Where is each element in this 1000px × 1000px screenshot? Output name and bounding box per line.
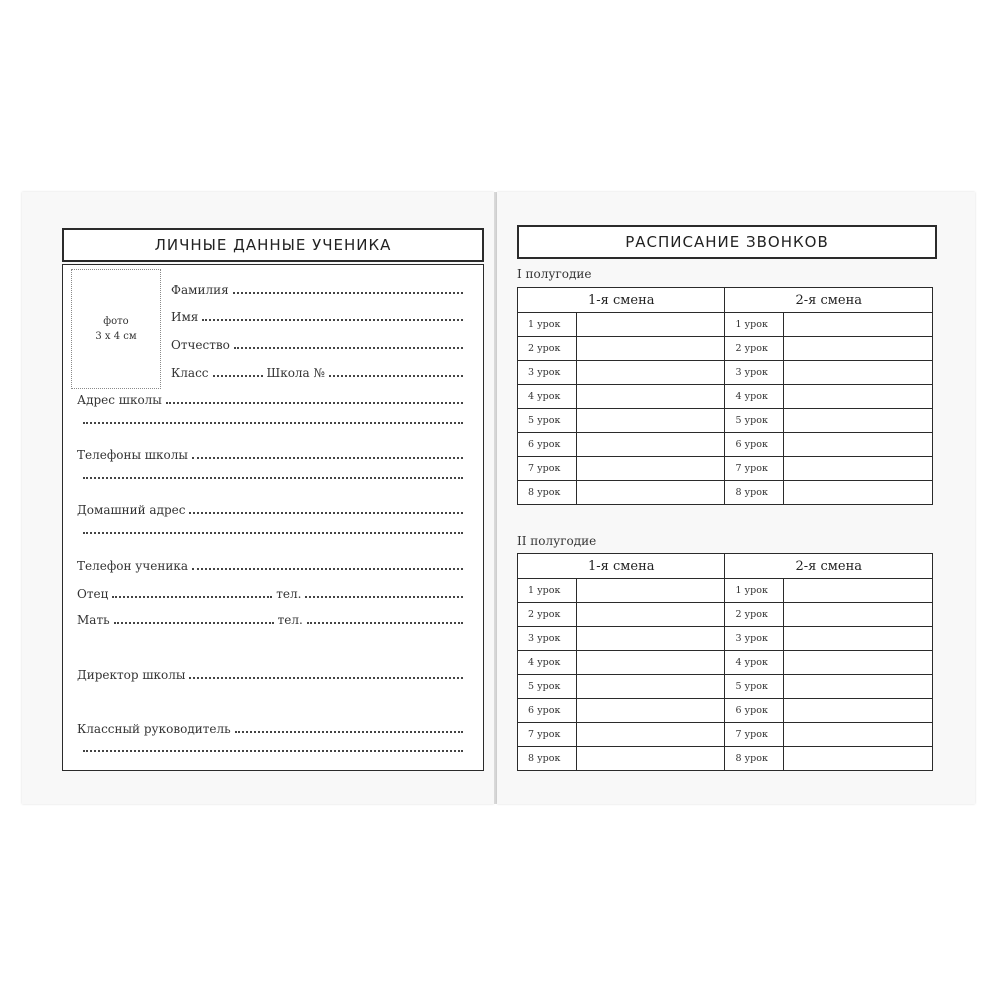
bell-time-cell[interactable] [576, 747, 725, 771]
personal-data-form [62, 264, 484, 771]
bell-time-cell[interactable] [576, 361, 725, 385]
field-label: Директор школы [77, 668, 186, 682]
lesson-label: 6 урок [725, 699, 784, 723]
school-phones-field[interactable] [77, 448, 463, 462]
lesson-label: 6 урок [518, 433, 577, 457]
home-address-line-2[interactable] [77, 531, 463, 537]
fill-line [305, 595, 463, 598]
bell-time-cell[interactable] [576, 579, 725, 603]
fill-line [189, 511, 463, 514]
lesson-row [518, 385, 933, 409]
lesson-label: 2 урок [518, 337, 577, 361]
lesson-row [518, 361, 933, 385]
right-page [497, 192, 975, 804]
bell-time-cell[interactable] [576, 337, 725, 361]
lesson-row [518, 433, 933, 457]
fill-line [114, 621, 274, 624]
bell-time-cell[interactable] [784, 627, 933, 651]
field-label: Фамилия [171, 283, 229, 297]
lesson-label: 1 урок [518, 313, 577, 337]
bell-time-cell[interactable] [576, 385, 725, 409]
lesson-label: 5 урок [518, 409, 577, 433]
page-title: РАСПИСАНИЕ ЗВОНКОВ [517, 225, 937, 259]
class-teacher-field[interactable] [77, 722, 463, 736]
lesson-row [518, 481, 933, 505]
bell-time-cell[interactable] [576, 433, 725, 457]
fill-line [233, 291, 463, 294]
shift-header: 2-я смена [725, 288, 933, 313]
lesson-label: 3 урок [725, 361, 784, 385]
field-label: Отец [77, 587, 109, 601]
school-address-field[interactable] [77, 393, 463, 407]
patronymic-field[interactable] [171, 338, 463, 352]
bell-time-cell[interactable] [576, 723, 725, 747]
lesson-label: 5 урок [725, 409, 784, 433]
field-label: тел. [276, 587, 302, 601]
field-label: Домашний адрес [77, 503, 186, 517]
shift-header: 2-я смена [725, 554, 933, 579]
fill-line [112, 595, 272, 598]
bell-time-cell[interactable] [784, 579, 933, 603]
lesson-label: 5 урок [518, 675, 577, 699]
lesson-label: 1 урок [725, 579, 784, 603]
lesson-label: 4 урок [518, 651, 577, 675]
fill-line [192, 456, 463, 459]
field-label: Мать [77, 613, 110, 627]
lesson-label: 6 урок [518, 699, 577, 723]
bell-time-cell[interactable] [576, 313, 725, 337]
bell-time-cell[interactable] [576, 481, 725, 505]
bell-time-cell[interactable] [784, 699, 933, 723]
lesson-label: 4 урок [518, 385, 577, 409]
page-title: ЛИЧНЫЕ ДАННЫЕ УЧЕНИКА [62, 228, 484, 262]
lesson-row [518, 723, 933, 747]
lesson-label: 2 урок [725, 603, 784, 627]
lesson-row [518, 457, 933, 481]
lesson-label: 7 урок [725, 723, 784, 747]
principal-field[interactable] [77, 668, 463, 682]
lesson-row [518, 699, 933, 723]
mother-field[interactable] [77, 613, 463, 627]
field-label: Адрес школы [77, 393, 162, 407]
field-label: Телефоны школы [77, 448, 188, 462]
school-address-line-2[interactable] [77, 421, 463, 427]
lesson-label: 2 урок [725, 337, 784, 361]
lesson-label: 2 урок [518, 603, 577, 627]
class-teacher-line-2[interactable] [77, 749, 463, 755]
bell-time-cell[interactable] [784, 651, 933, 675]
lesson-label: 7 урок [518, 723, 577, 747]
bell-time-cell[interactable] [576, 699, 725, 723]
field-label: Телефон ученика [77, 559, 189, 573]
field-label: Школа № [266, 366, 325, 380]
field-label: Класс [171, 366, 209, 380]
lesson-row [518, 313, 933, 337]
bell-schedule-table [517, 287, 933, 505]
fill-line [83, 421, 463, 424]
photo-size-label: 3 х 4 см [95, 331, 137, 342]
bell-time-cell[interactable] [576, 651, 725, 675]
field-label: Имя [171, 310, 199, 324]
home-address-field[interactable] [77, 503, 463, 517]
fill-line [83, 531, 463, 534]
school-phones-line-2[interactable] [77, 476, 463, 482]
lesson-label: 7 урок [518, 457, 577, 481]
fill-line [235, 730, 463, 733]
lesson-label: 4 урок [725, 385, 784, 409]
lesson-row [518, 627, 933, 651]
fill-line [307, 621, 463, 624]
surname-field[interactable] [171, 283, 463, 297]
lesson-label: 8 урок [518, 747, 577, 771]
student-phone-field[interactable] [77, 559, 463, 573]
lesson-label: 4 урок [725, 651, 784, 675]
lesson-label: 8 урок [518, 481, 577, 505]
bell-time-cell[interactable] [784, 433, 933, 457]
bell-time-cell[interactable] [784, 409, 933, 433]
bell-time-cell[interactable] [784, 481, 933, 505]
fill-line [166, 401, 463, 404]
bell-time-cell[interactable] [784, 457, 933, 481]
lesson-label: 1 урок [725, 313, 784, 337]
lesson-label: 3 урок [518, 361, 577, 385]
fill-line [83, 749, 463, 752]
shift-header: 1-я смена [518, 554, 725, 579]
field-label: Классный руководитель [77, 722, 231, 736]
class-school-field[interactable] [171, 366, 463, 380]
bell-time-cell[interactable] [576, 627, 725, 651]
lesson-label: 1 урок [518, 579, 577, 603]
bell-time-cell[interactable] [784, 361, 933, 385]
lesson-row [518, 337, 933, 361]
term-label: I полугодие [517, 267, 592, 281]
lesson-row [518, 675, 933, 699]
bell-time-cell[interactable] [784, 313, 933, 337]
lesson-label: 3 урок [725, 627, 784, 651]
bell-time-cell[interactable] [576, 457, 725, 481]
photo-label: фото [103, 316, 129, 327]
bell-time-cell[interactable] [576, 675, 725, 699]
lesson-label: 7 урок [725, 457, 784, 481]
fill-line [189, 676, 463, 679]
bell-time-cell[interactable] [576, 603, 725, 627]
lesson-label: 5 урок [725, 675, 784, 699]
fill-line [213, 374, 263, 377]
photo-placeholder [71, 269, 161, 389]
left-page [22, 192, 494, 804]
term-label: II полугодие [517, 534, 597, 548]
lesson-row [518, 579, 933, 603]
fill-line [202, 318, 463, 321]
bell-time-cell[interactable] [784, 723, 933, 747]
father-field[interactable] [77, 587, 463, 601]
bell-time-cell[interactable] [784, 675, 933, 699]
lesson-row [518, 651, 933, 675]
fill-line [329, 374, 463, 377]
lesson-row [518, 603, 933, 627]
lesson-label: 8 урок [725, 481, 784, 505]
bell-time-cell[interactable] [784, 337, 933, 361]
bell-time-cell[interactable] [784, 747, 933, 771]
bell-time-cell[interactable] [576, 409, 725, 433]
lesson-row [518, 747, 933, 771]
shift-header: 1-я смена [518, 288, 725, 313]
bell-time-cell[interactable] [784, 385, 933, 409]
fill-line [234, 346, 463, 349]
field-label: тел. [277, 613, 303, 627]
bell-time-cell[interactable] [784, 603, 933, 627]
lesson-label: 8 урок [725, 747, 784, 771]
bell-schedule-table [517, 553, 933, 771]
lesson-row [518, 409, 933, 433]
lesson-label: 3 урок [518, 627, 577, 651]
field-label: Отчество [171, 338, 230, 352]
lesson-label: 6 урок [725, 433, 784, 457]
name-field[interactable] [171, 310, 463, 324]
fill-line [83, 476, 463, 479]
fill-line [192, 567, 463, 570]
